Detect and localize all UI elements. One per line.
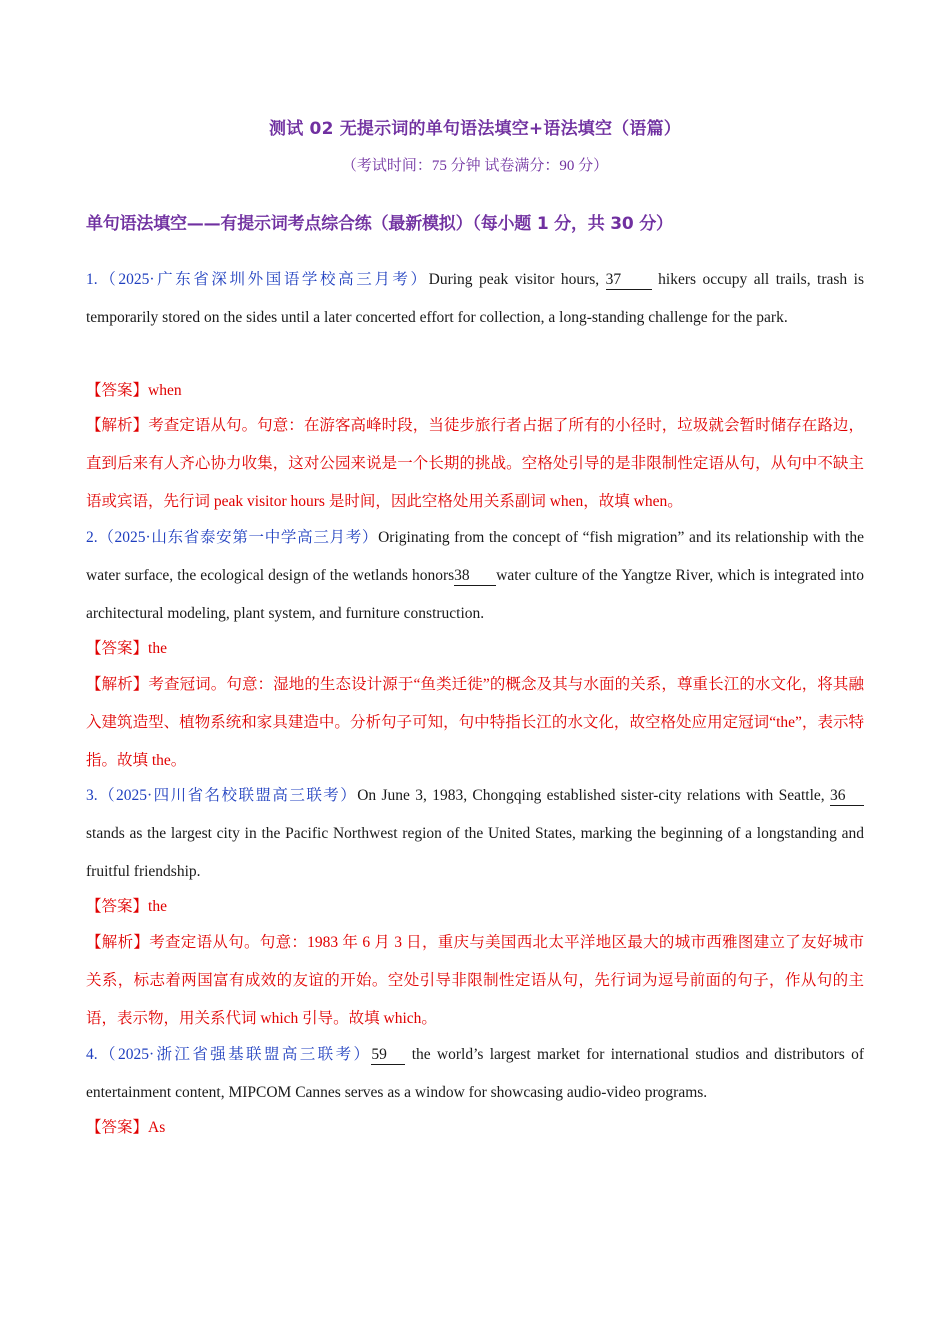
question-number: 3.: [86, 787, 98, 804]
question-text: water culture of the Yangtze River, which is integrated into architectural modeling, plant system, and furniture construction.: [86, 567, 864, 622]
question-text: During peak visitor hours,: [428, 271, 606, 288]
question-3: [86, 777, 864, 891]
analysis-1: [86, 407, 864, 521]
question-source: （2025·山东省泰安第一中学高三月考）: [97, 529, 379, 546]
analysis-2: [86, 666, 864, 780]
analysis-label: 【解析】: [86, 676, 149, 693]
answer-value: the: [148, 898, 167, 915]
question-number: 2.: [86, 529, 98, 546]
question-number: 1.: [86, 271, 98, 288]
answer-label: 【答案】: [86, 382, 149, 399]
answer-3: [86, 896, 864, 918]
analysis-text: 考查冠词。句意：湿地的生态设计源于“鱼类迁徙”的概念及其与水面的关系，尊重长江的水文化，将其融入建筑造型、植物系统和家具建造中。分析句子可知，句中特指长江的水文化，故空格处应用定冠词“the”，表示特指。故填 the。: [86, 676, 864, 769]
question-4: [86, 1036, 864, 1112]
analysis-label: 【解析】: [86, 934, 150, 951]
page-title: 测试 02 无提示词的单句语法填空+语法填空（语篇）: [269, 119, 681, 139]
answer-blank: 37: [606, 271, 652, 290]
answer-blank: 59: [371, 1046, 405, 1065]
question-text: stands as the largest city in the Pacific Northwest region of the United States, marking the beginning of a longstanding and fruitful friendship.: [86, 825, 864, 880]
question-text: the world’s largest market for international studios and distributors of entertainment content, MIPCOM Cannes serves as a window for showcasing audio-video programs.: [86, 1046, 864, 1101]
section-heading: 单句语法填空——有提示词考点综合练（最新模拟）（每小题 1 分，共 30 分）: [86, 214, 673, 234]
question-text: hikers occupy all trails, trash is temporarily stored on the sides until a later concerted effort for collection, a long-standing challenge for the park.: [86, 271, 864, 326]
question-1: [86, 261, 864, 337]
analysis-text: 考查定语从句。句意：1983 年 6 月 3 日，重庆与美国西北太平洋地区最大的城市西雅图建立了友好城市关系，标志着两国富有成效的友谊的开始。空处引导非限制性定语从句，先行词为逗号前面的句子，作从句的主语，表示物，用关系代词 which 引导。故填 which。: [86, 934, 864, 1027]
analysis-label: 【解析】: [86, 417, 149, 434]
answer-1: [86, 380, 864, 402]
question-2: [86, 519, 864, 633]
answer-label: 【答案】: [86, 640, 149, 657]
answer-2: [86, 638, 864, 660]
question-number: 4.: [86, 1046, 98, 1063]
answer-value: the: [148, 640, 167, 657]
analysis-text: 考查定语从句。句意：在游客高峰时段，当徒步旅行者占据了所有的小径时，垃圾就会暂时储存在路边，直到后来有人齐心协力收集，这对公园来说是一个长期的挑战。空格处引导的是非限制性定语从句，从句中不缺主语或宾语，先行词 peak visitor hours 是时间，因此空格处用关系副词 when，故填 when。: [86, 417, 864, 510]
question-source: （2025·广东省深圳外国语学校高三月考）: [97, 271, 429, 288]
question-text: Originating from the concept of “fish migration” and its relationship with the water surface, the ecological design of the wetlands honors: [86, 529, 864, 584]
answer-blank: 36: [830, 787, 864, 806]
analysis-3: [86, 924, 864, 1038]
question-source: （2025·四川省名校联盟高三联考）: [97, 787, 358, 804]
exam-info: （考试时间：75 分钟 试卷满分：90 分）: [341, 158, 609, 174]
answer-value: As: [148, 1119, 166, 1136]
answer-label: 【答案】: [86, 1119, 149, 1136]
answer-value: when: [148, 382, 182, 399]
question-text: On June 3, 1983, Chongqing established sister-city relations with Seattle,: [357, 787, 830, 804]
answer-4: [86, 1117, 864, 1139]
answer-label: 【答案】: [86, 898, 149, 915]
answer-blank: 38: [454, 567, 496, 586]
question-source: （2025·浙江省强基联盟高三联考）: [97, 1046, 372, 1063]
